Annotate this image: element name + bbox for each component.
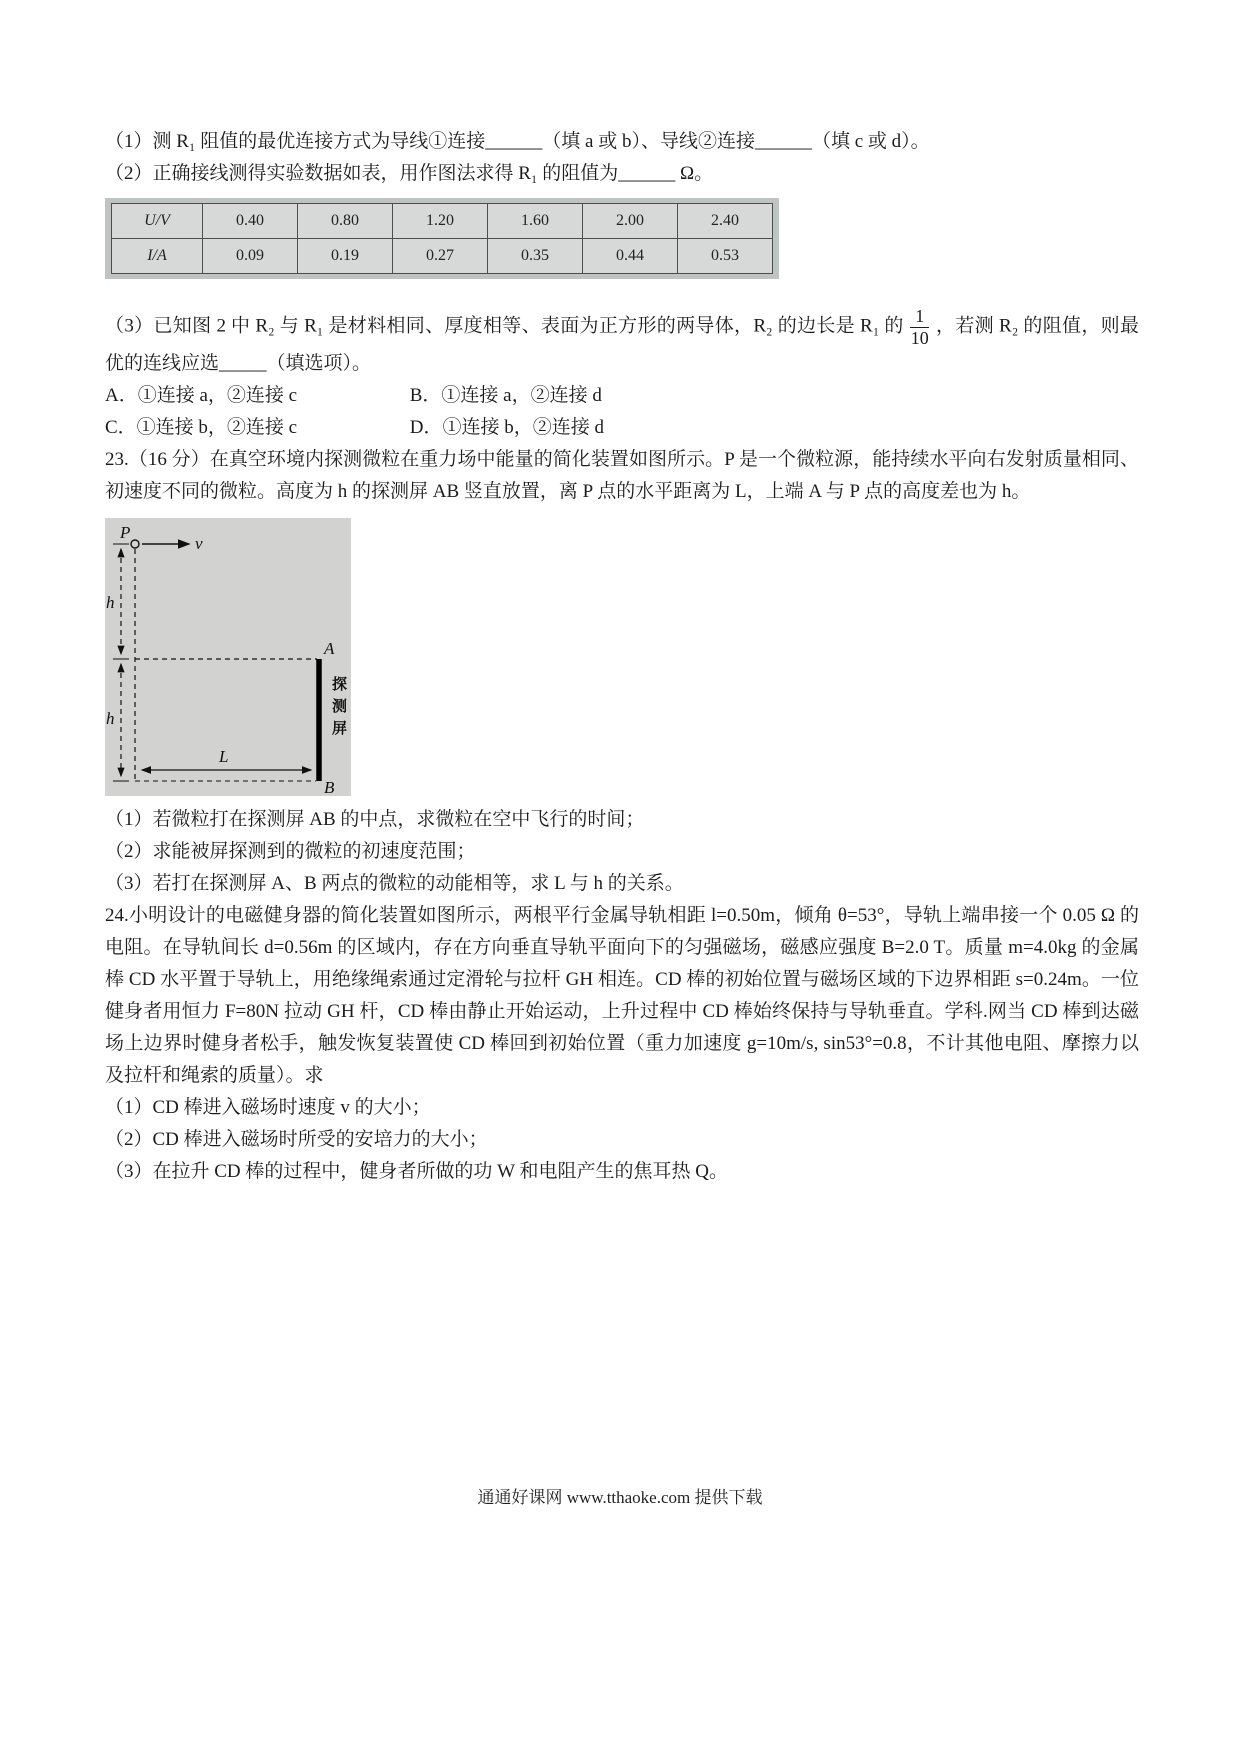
figure-label-h-bottom: h [106,709,115,729]
q23-part3: （3）若打在探测屏 A、B 两点的微粒的动能相等，求 L 与 h 的关系。 [105,873,684,895]
q24-parts [105,1092,1139,1188]
q24-intro: 24.小明设计的电磁健身器的简化装置如图所示，两根平行金属导轨相距 l=0.50m，倾角 θ=53°，导轨上端串接一个 0.05 Ω 的电阻。在导轨间长 d=0.56m 的区域内，存在方向垂直导轨平面向下的匀强磁场，磁感应强度 B=2.0 T。质量 m=4.0kg 的金属棒 CD 水平置于导轨上，用绝缘绳索通过定滑轮与拉杆 GH 相连。CD 棒的初始位置与磁场区域的下边界相距 s=0.24m。一位健身者用恒力 F=80N 拉动 GH 杆，CD 棒由静止开始运动，上升过程中 CD 棒始终保持与导轨垂直。学科.网当 CD 棒到达磁场上边界时健身者松手，触发恢复装置使 CD 棒回到初始位置（重力加速度 g=10m/s, sin53°=0.8，不计其他电阻、摩擦力以及拉杆和绳索的质量）。求 [105,905,1139,1087]
table-cell: 0.80 [298,204,393,239]
table-cell: 0.09 [203,239,298,274]
option-d: D．①连接 b，②连接 d [409,417,604,439]
option-c: C．①连接 b，②连接 c [105,417,298,439]
table-cell: 2.40 [678,204,773,239]
table-cell: 1.60 [488,204,583,239]
q24-part3: （3）在拉升 CD 棒的过程中，健身者所做的功 W 和电阻产生的焦耳热 Q。 [105,1161,728,1183]
q23-parts [105,804,1139,900]
q22-part3-line [105,306,1139,380]
q22-part3-post: ，若测 R₂ 的阻值，则最优的连线应选_____（填选项）。 [105,315,1139,375]
table-cell: 0.27 [393,239,488,274]
options-row-cd [105,412,1139,444]
table-cell: 2.00 [583,204,678,239]
fraction-numerator: 1 [910,306,929,328]
q22-part2-line: （2）正确接线测得实验数据如表，用作图法求得 R₁ 的阻值为______ Ω。 [105,163,714,184]
figure-label-h-top: h [106,593,115,613]
table-cell: 0.19 [298,239,393,274]
table-cell: 0.53 [678,239,773,274]
table-row-voltage [112,204,773,239]
table-cell: 0.40 [203,204,298,239]
figure-label-a: A [324,639,335,659]
experiment-data-table [105,198,779,279]
figure-label-b: B [324,778,335,798]
table-cell: 0.35 [488,239,583,274]
figure-label-p: P [120,523,131,543]
particle-source-dot [131,540,139,548]
q23-part1: （1）若微粒打在探测屏 AB 的中点，求微粒在空中飞行的时间； [105,809,645,831]
option-a: A．①连接 a，②连接 c [105,385,298,407]
figure-label-screen-name: 探测屏 [331,677,347,738]
page-footer: 通通好课网 www.tthaoke.com 提供下载 [477,1488,763,1507]
table-cell: 1.20 [393,204,488,239]
q24-part2: （2）CD 棒进入磁场时所受的安培力的大小； [105,1129,488,1151]
uv-ia-table [111,203,773,274]
fraction-denominator: 10 [910,327,929,348]
q22-part3-pre: （3）已知图 2 中 R₂ 与 R₁ 是材料相同、厚度相等、表面为正方形的两导体，R₂ 的边长是 R₁ 的 [105,315,904,337]
table-row-current [112,239,773,274]
row-header-current: I/A [112,239,203,274]
row-header-voltage: U/V [112,204,203,239]
q23-intro: 23.（16 分）在真空环境内探测微粒在重力场中能量的简化装置如图所示。P 是一个微粒源，能持续水平向右发射质量相同、初速度不同的微粒。高度为 h 的探测屏 AB 竖直放置，离 P 点的水平距离为 L，上端 A 与 P 点的高度差也为 h。 [105,449,1139,503]
options-row-ab [105,380,1139,412]
fraction-one-tenth [909,306,931,348]
q23-figure [105,518,351,796]
q24-part1: （1）CD 棒进入磁场时速度 v 的大小； [105,1097,431,1119]
page-content [105,126,1139,1188]
figure-label-v: v [195,534,203,554]
option-b: B．①连接 a，②连接 d [409,385,602,407]
figure-label-l: L [219,747,229,767]
table-cell: 0.44 [583,239,678,274]
q23-part2: （2）求能被屏探测到的微粒的初速度范围； [105,841,476,863]
q22-part1-line: （1）测 R₁ 阻值的最优连接方式为导线①连接______（填 a 或 b）、导线②连接______（填 c 或 d）。 [105,131,930,152]
